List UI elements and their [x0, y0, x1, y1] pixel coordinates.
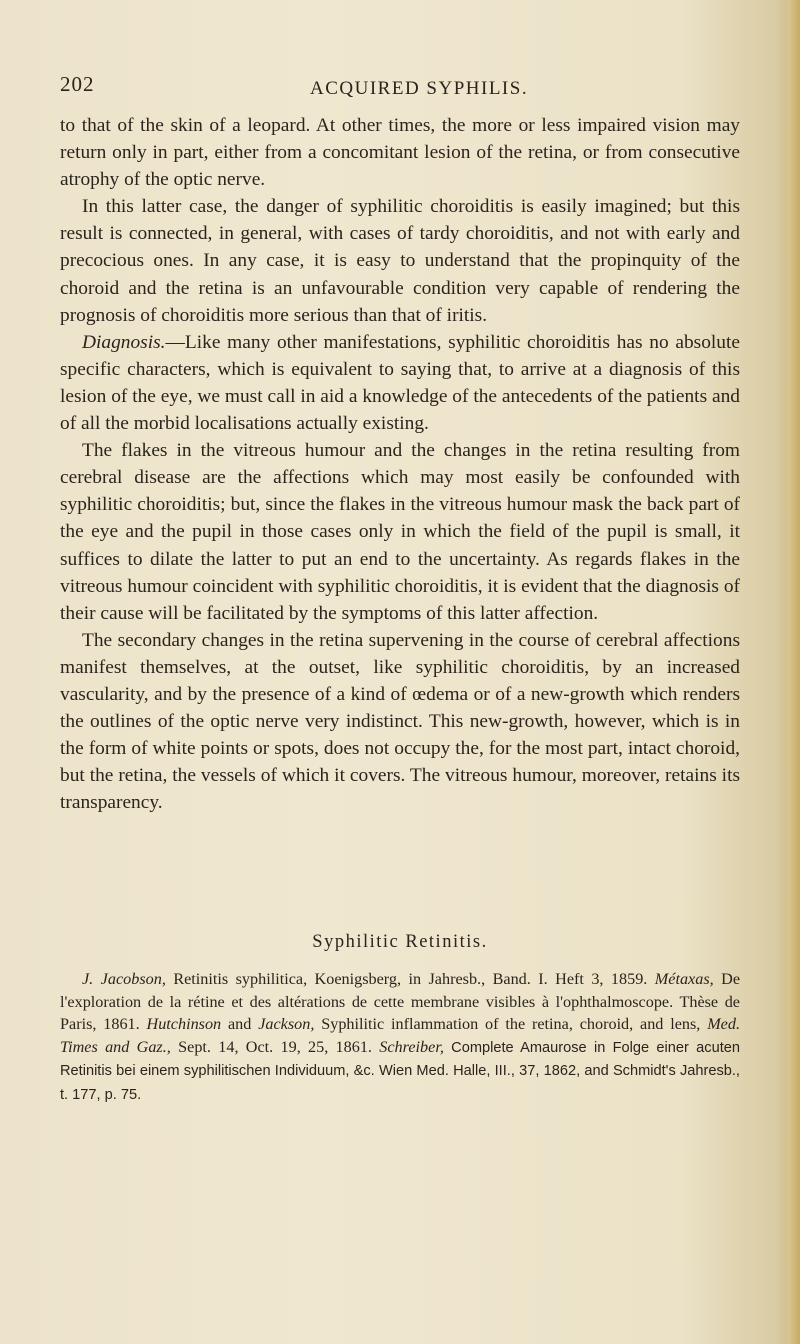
page-number: 202: [60, 72, 95, 96]
bib-author-hutchinson: Hutchinson: [146, 1015, 222, 1034]
running-title: ACQUIRED SYPHILIS.: [310, 78, 529, 99]
body-text: [60, 112, 740, 816]
bib-text-3: and: [221, 1015, 259, 1034]
bib-journal: Med. Times and Gaz.,: [60, 1015, 741, 1056]
section-heading: Syphilitic Retinitis.: [312, 932, 488, 952]
bib-author-jacobson: J. Jacobson,: [82, 970, 166, 988]
bib-text-5: Sept. 14, Oct. 19, 25, 1861.: [170, 1037, 380, 1056]
bib-text-2: De l'exploration de la rétine et des altérations de cette membrane visibles à l'ophthalmoscope. Thèse de Paris, 1861.: [60, 970, 741, 1034]
diagnosis-body: —Like many other manifestations, syphilitic choroiditis has no absolute specific characters, which is equivalent to saying that, to arrive at a diagnosis of this lesion of the eye, we must call in aid a knowledge of the antecedents of the patients and of all the morbid localisations actually existing.: [60, 331, 740, 435]
bib-author-metaxas: Métaxas,: [654, 970, 714, 988]
paragraph-4: The flakes in the vitreous humour and the changes in the retina resulting from cerebral disease are the affections which may most easily be confounded with syphilitic choroiditis; but, since the flakes in the vitreous humour mask the back part of the eye and the pupil in those cases only in which the field of the pupil is small, it suffices to dilate the latter to put an end to the uncertainty. As regards flakes in the vitreous humour coincident with syphilitic choroiditis, it is evident that the diagnosis of their cause will be facilitated by the symptoms of this latter affection.: [60, 440, 740, 624]
bibliography: [60, 968, 740, 1107]
bib-text-1: Retinitis syphilitica, Koenigsberg, in Jahresb., Band. I. Heft 3, 1859.: [165, 970, 655, 988]
page-edge: [782, 0, 800, 1344]
bib-text-6: Complete Amaurose in Folge einer acuten Retinitis bei einem syphilitischen Individuum, &c. Wien Med. Halle, III., 37, 1862, and Schmidt's Jahresb., t. 177, p. 75.: [60, 1039, 740, 1103]
paragraph-1: to that of the skin of a leopard. At other times, the more or less impaired vision may return only in part, either from a concomitant lesion of the retina, or from consecutive atrophy of the optic nerve.: [60, 115, 740, 191]
diagnosis-lead: Diagnosis.: [82, 331, 166, 353]
bib-author-jackson: Jackson,: [258, 1015, 315, 1034]
bib-author-schreiber: Schreiber,: [379, 1037, 444, 1056]
bib-text-4: Syphilitic inflammation of the retina, choroid, and lens,: [314, 1015, 708, 1034]
bibliography-entry: [60, 968, 740, 1107]
page-header: [60, 72, 720, 108]
paragraph-5: The secondary changes in the retina supervening in the course of cerebral affections manifest themselves, at the outset, like syphilitic choroiditis, by an increased vascularity, and by the presence of a kind of œdema or of a new-growth which renders the outlines of the optic nerve very indistinct. This new-growth, however, which is in the form of white points or spots, does not occupy the, for the most part, intact choroid, but the retina, the vessels of which it covers. The vitreous humour, moreover, retains its transparency.: [60, 629, 740, 814]
paragraph-diagnosis: [60, 329, 740, 437]
paragraph-2: In this latter case, the danger of syphilitic choroiditis is easily imagined; but this result is connected, in general, with cases of tardy choroiditis, and not with early and precocious ones. In any case, it is easy to understand that the propinquity of the choroid and the retina is an unfavourable condition very capable of rendering the prognosis of choroiditis more serious than that of iritis.: [60, 196, 740, 326]
